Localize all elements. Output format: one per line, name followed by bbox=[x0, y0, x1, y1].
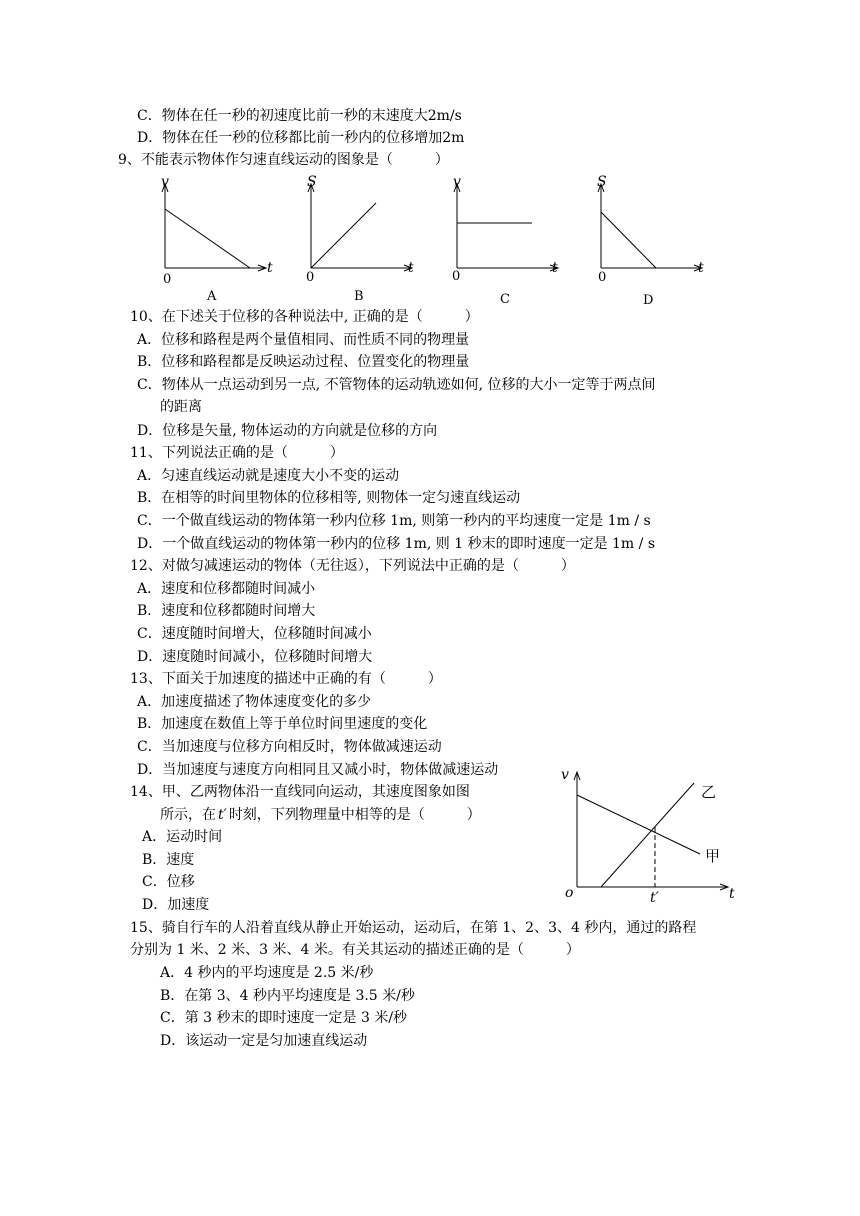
q12-option-a: A．速度和位移都随时间减小 bbox=[137, 581, 316, 597]
graph-d-origin: 0 bbox=[598, 270, 607, 285]
graph-b-y-label: S bbox=[307, 174, 317, 190]
graph-d-y-label: S bbox=[597, 174, 607, 190]
graph-b-line bbox=[311, 203, 376, 268]
q14-option-c: C．位移 bbox=[142, 874, 195, 890]
q12-option-b: B．速度和位移都随时间增大 bbox=[137, 603, 316, 619]
graph-a-y-label: v bbox=[161, 174, 169, 190]
q11-option-c: C．一个做直线运动的物体第一秒内位移 1m, 则第一秒内的平均速度一定是 1m / s bbox=[137, 513, 651, 529]
graph-b-caption: B bbox=[354, 289, 364, 304]
q8-option-c: C．物体在任一秒的初速度比前一秒的末速度大2m/s bbox=[137, 108, 462, 124]
q10-stem: 10、在下述关于位移的各种说法中, 正确的是（ ） bbox=[130, 309, 479, 325]
q13-option-d: D．当加速度与速度方向相同且又减小时，物体做减速运动 bbox=[137, 762, 499, 778]
q9-graph-d bbox=[586, 172, 716, 307]
q15-stem: 15、骑自行车的人沿着直线从静止开始运动，运动后，在第 1、2、3、4 秒内，通过的路程 bbox=[130, 920, 697, 936]
q10-option-a: A．位移和路程是两个量值相同、而性质不同的物理量 bbox=[137, 332, 470, 348]
q14-graph-x-label: t bbox=[729, 886, 735, 902]
q10-option-c-cont: 的距离 bbox=[160, 399, 202, 415]
graph-c-origin: 0 bbox=[452, 269, 461, 284]
graph-b-origin: 0 bbox=[306, 270, 315, 285]
q14-stem: 14、甲、乙两物体沿一直线同向运动，其速度图象如图 bbox=[130, 784, 470, 800]
q15-option-d: D．该运动一定是匀加速直线运动 bbox=[160, 1033, 368, 1049]
q14-graph-origin: o bbox=[565, 885, 574, 901]
graph-c-x-label: t bbox=[552, 260, 558, 276]
q14-stem-tprime: t′ bbox=[218, 807, 227, 823]
yi-line bbox=[601, 783, 694, 887]
graph-d-caption: D bbox=[643, 293, 654, 307]
graph-a-line bbox=[165, 209, 250, 268]
q13-option-c: C．当加速度与位移方向相反时，物体做减速运动 bbox=[137, 739, 442, 755]
graph-c-caption: C bbox=[500, 292, 510, 307]
q14-option-b: B．速度 bbox=[142, 852, 195, 868]
q13-stem: 13、下面关于加速度的描述中正确的有（ ） bbox=[130, 671, 442, 687]
graph-a-origin: 0 bbox=[163, 272, 172, 287]
q11-option-d: D．一个做直线运动的物体第一秒内的位移 1m, 则 1 秒末的即时速度一定是 1m / s bbox=[137, 536, 655, 552]
graph-b-x-label: t bbox=[408, 260, 414, 276]
q15-option-a: A．4 秒内的平均速度是 2.5 米/秒 bbox=[160, 965, 374, 981]
q10-option-d: D．位移是矢量, 物体运动的方向就是位移的方向 bbox=[137, 423, 438, 439]
q11-stem: 11、下列说法正确的是（ ） bbox=[130, 445, 344, 461]
q14-graph-y-label: v bbox=[561, 767, 569, 783]
q13-option-a: A．加速度描述了物体速度变化的多少 bbox=[137, 694, 372, 710]
q14-option-d: D．加速度 bbox=[142, 897, 210, 913]
q12-stem: 12、对做匀减速运动的物体（无往返），下列说法中正确的是（ ） bbox=[130, 558, 575, 574]
graph-c-y-label: v bbox=[453, 174, 461, 190]
q14-option-a: A．运动时间 bbox=[142, 829, 223, 845]
q14-stem-cont: 所示，在 t′ 时刻，下列物理量中相等的是（ ） bbox=[160, 807, 481, 823]
q10-option-b: B．位移和路程都是反映运动过程、位置变化的物理量 bbox=[137, 354, 470, 370]
q14-graph-label-yi: 乙 bbox=[701, 783, 717, 801]
q9-graph-b bbox=[296, 172, 426, 307]
q9-stem: 9、不能表示物体作匀速直线运动的图象是（ ） bbox=[118, 152, 449, 168]
q9-graph-c bbox=[442, 172, 572, 307]
q14-graph-tick: t′ bbox=[650, 890, 659, 906]
q13-option-b: B．加速度在数值上等于单位时间里速度的变化 bbox=[137, 716, 428, 732]
graph-a-x-label: t bbox=[267, 260, 273, 276]
q15-option-b: B．在第 3、4 秒内平均速度是 3.5 米/秒 bbox=[160, 988, 415, 1004]
graph-a-caption: A bbox=[207, 289, 217, 304]
q8-option-d: D．物体在任一秒的位移都比前一秒内的位移增加2m bbox=[137, 130, 465, 146]
q15-stem-cont: 分别为 1 米、2 米、3 米、4 米。有关其运动的描述正确的是（ ） bbox=[130, 942, 580, 958]
graph-d-line bbox=[601, 212, 656, 268]
graph-d-x-label: t bbox=[698, 260, 704, 276]
q12-option-d: D．速度随时间减小，位移随时间增大 bbox=[137, 649, 373, 665]
q11-option-b: B．在相等的时间里物体的位移相等, 则物体一定匀速直线运动 bbox=[137, 490, 521, 506]
q11-option-a: A．匀速直线运动就是速度大小不变的运动 bbox=[137, 468, 400, 484]
q9-graph-a bbox=[150, 172, 280, 307]
q12-option-c: C．速度随时间增大，位移随时间减小 bbox=[137, 626, 372, 642]
q10-option-c: C．物体从一点运动到另一点, 不管物体的运动轨迹如何, 位移的大小一定等于两点间 bbox=[137, 377, 656, 393]
q14-graph bbox=[555, 760, 745, 910]
q15-option-c: C．第 3 秒末的即时速度一定是 3 米/秒 bbox=[160, 1010, 408, 1026]
q14-graph-label-jia: 甲 bbox=[705, 847, 721, 865]
